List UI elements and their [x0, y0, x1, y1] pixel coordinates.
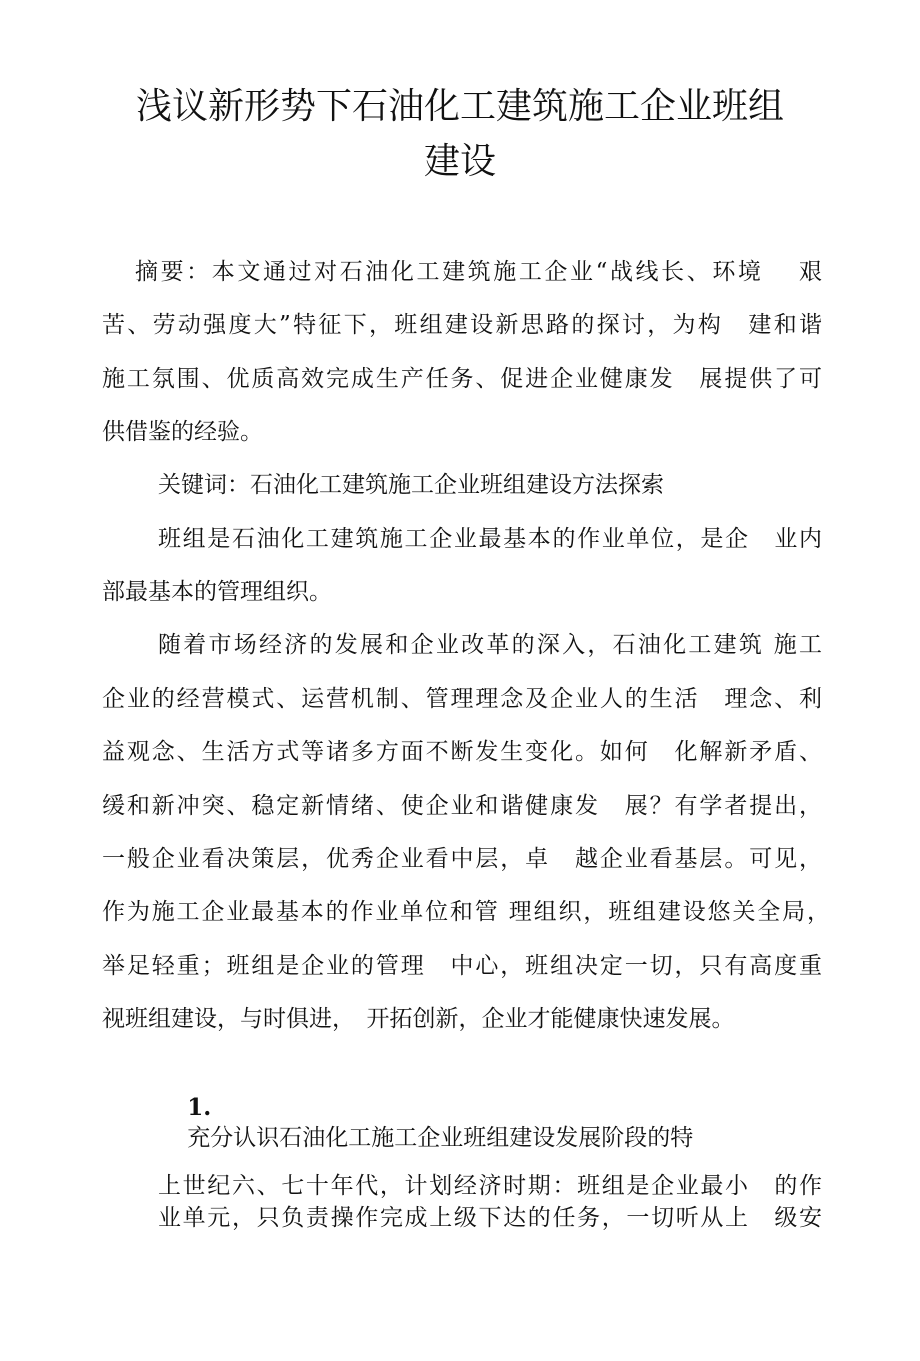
abstract-line: 施工氛围、优质高效完成生产任务、促进企业健康发 展提供了可: [102, 366, 822, 392]
keywords-line: 关键词：石油化工建筑施工企业班组建设方法探索: [158, 472, 664, 498]
paragraph-line: 随着市场经济的发展和企业改革的深入，石油化工建筑 施工: [158, 632, 822, 658]
paragraph-line: 业单元，只负责操作完成上级下达的任务，一切听从上 级安: [158, 1205, 822, 1231]
paragraph-line: 缓和新冲突、稳定新情绪、使企业和谐健康发 展？有学者提出，: [102, 793, 822, 819]
paragraph-line: 企业的经营模式、运营机制、管理理念及企业人的生活 理念、利: [102, 686, 822, 712]
abstract-line: 供借鉴的经验。: [102, 419, 263, 445]
paragraph-line: 益观念、生活方式等诸多方面不断发生变化。如何 化解新矛盾、: [102, 739, 822, 765]
document-title-line-2: 建设: [423, 141, 496, 182]
paragraph-line: 部最基本的管理组织。: [102, 579, 332, 605]
section-number: 1.: [187, 1094, 212, 1121]
abstract-line: 苦、劳动强度大”特征下，班组建设新思路的探讨，为构 建和谐: [102, 312, 822, 338]
document-title-line-1: 浅议新形势下石油化工建筑施工企业班组: [135, 86, 784, 127]
abstract-line: 摘要：本文通过对石油化工建筑施工企业“战线长、环境 艰: [135, 259, 822, 285]
paragraph-line: 班组是石油化工建筑施工企业最基本的作业单位，是企 业内: [158, 526, 822, 552]
paragraph-line: 上世纪六、七十年代，计划经济时期：班组是企业最小 的作: [158, 1173, 822, 1199]
section-heading-text: 充分认识石油化工施工企业班组建设发展阶段的特: [187, 1125, 694, 1151]
paragraph-line: 视班组建设，与时俱进， 开拓创新，企业才能健康快速发展。: [102, 1006, 735, 1032]
paragraph-line: 举足轻重；班组是企业的管理 中心，班组决定一切，只有高度重: [102, 953, 822, 979]
paragraph-line: 一般企业看决策层，优秀企业看中层，卓 越企业看基层。可见，: [102, 846, 822, 872]
paragraph-line: 作为施工企业最基本的作业单位和管 理组织，班组建设悠关全局，: [102, 899, 830, 925]
section-heading: [158, 1063, 693, 1183]
